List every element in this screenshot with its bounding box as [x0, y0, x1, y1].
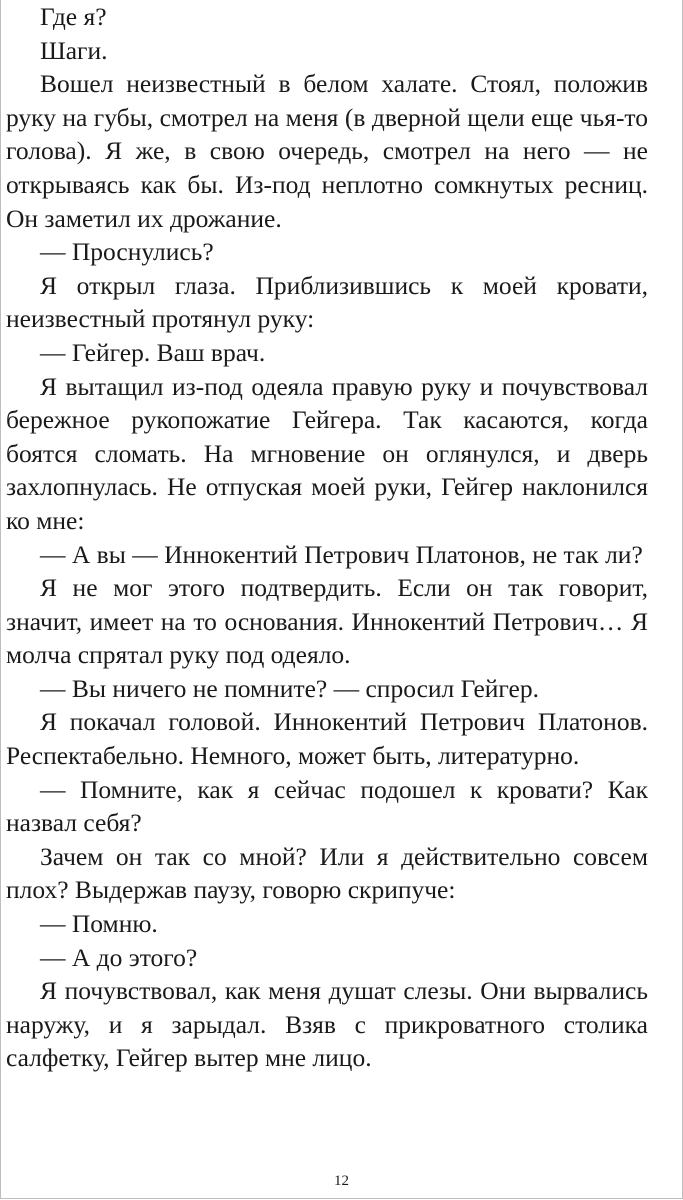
paragraph: Где я? — [40, 2, 107, 31]
paragraph: — Помню. — [40, 909, 158, 939]
paragraph: — Помните, как я сейчас подошел к кровати? Как назвал себя? — [6, 774, 648, 838]
paragraph: — Проснулись? — [40, 237, 214, 267]
paragraph: Я открыл глаза. Приблизившись к моей кровати, неизвестный протянул руку: — [6, 270, 648, 334]
paragraph: — Вы ничего не помните? — спросил Гейгер. — [40, 673, 539, 703]
paragraph: Я почувствовал, как меня душат слезы. Они вырвались наружу, и я зарыдал. Взяв с прикроватного столика салфетку, Гейгер вытер мне лицо. — [6, 976, 648, 1073]
paragraph: Вошел неизвестный в белом халате. Стоял, положив руку на губы, смотрел на меня (в дверной щели еще чья-то голова). Я же, в свою очередь, смотрел на него — не открываясь как бы. Из-под неплотно сомкнутых ресниц. Он заметил их дрожание. — [6, 69, 648, 233]
book-text — [6, 0, 648, 1075]
paragraph: — А вы — Иннокентий Петрович Платонов, не так ли? — [40, 539, 643, 569]
paragraph: Зачем он так со мной? Или я действительно совсем плох? Выдержав паузу, говорю скрипуче: — [6, 841, 648, 905]
paragraph: — Гейгер. Ваш врач. — [40, 337, 266, 367]
paragraph: — А до этого? — [40, 942, 198, 972]
paragraph: Шаги. — [40, 35, 108, 65]
paragraph: Я покачал головой. Иннокентий Петрович Платонов. Респектабельно. Немного, может быть, литературно. — [6, 707, 648, 771]
paragraph: Я не мог этого подтвердить. Если он так говорит, значит, имеет на то основания. Иннокентий Петрович… Я молча спрятал руку под одеяло. — [6, 573, 648, 670]
paragraph: Я вытащил из-под одеяла правую руку и почувствовал бережное рукопожатие Гейгера. Так касаются, когда боятся сломать. На мгновение он оглянулся, и дверь захлопнулась. Не отпуская моей руки, Гейгер наклонился ко мне: — [6, 371, 648, 535]
page-number: 12 — [334, 1173, 349, 1189]
